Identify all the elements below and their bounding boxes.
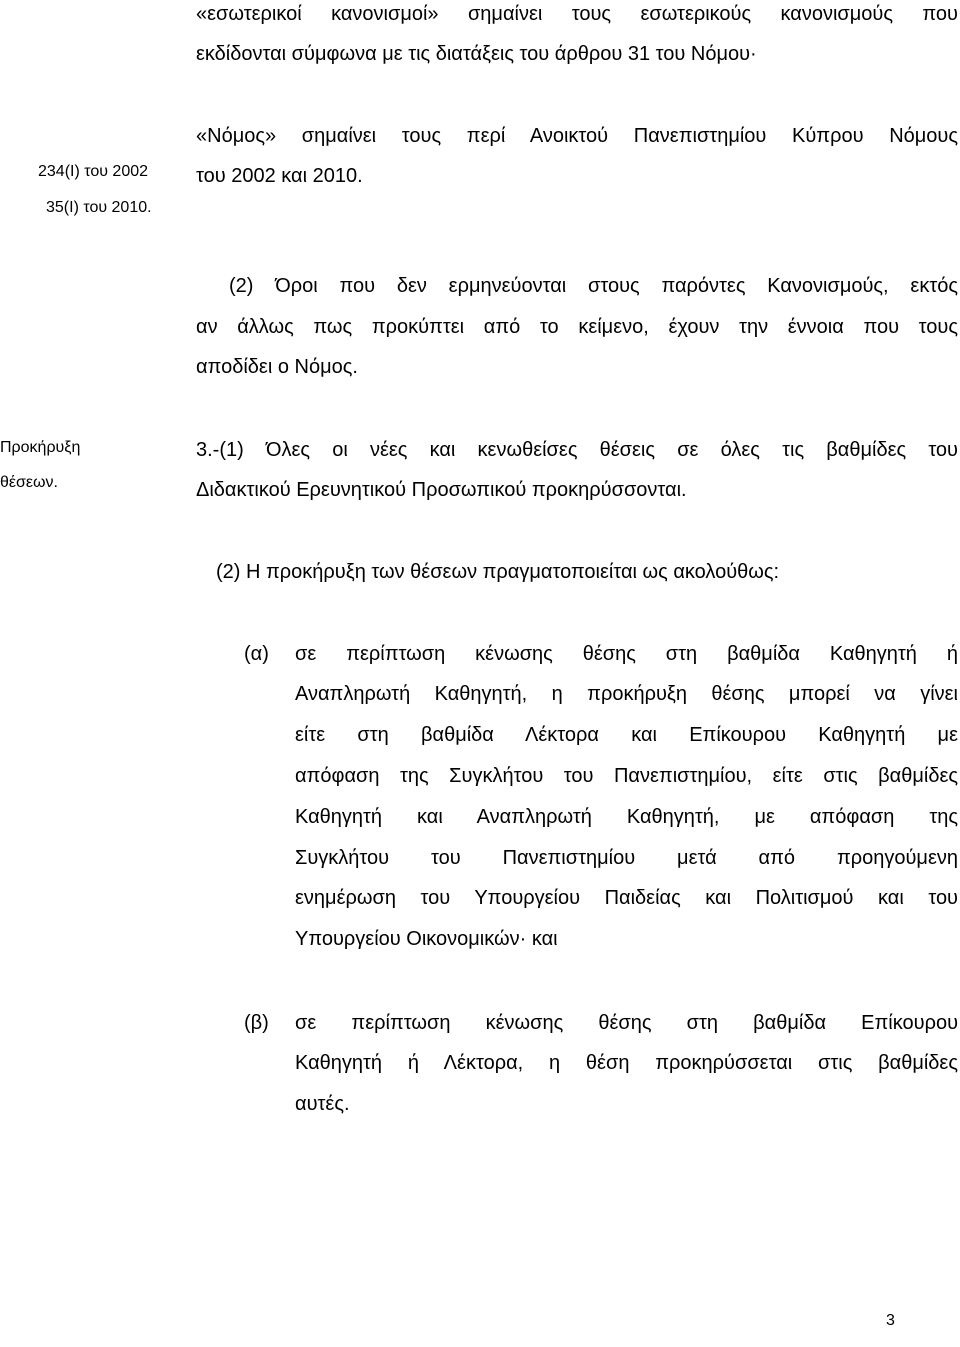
item-a-line-3: είτε στη βαθμίδα Λέκτορα και Επίκουρου Καθηγητή με [295,724,958,746]
item-a-line-4: απόφαση της Συγκλήτου του Πανεπιστημίου, είτε στις βαθμίδες [295,765,958,787]
law-definition-line-1: «Νόμος» σημαίνει τους περί Ανοικτού Πανεπιστημίου Κύπρου Νόμους [196,125,958,147]
item-b-label: (β) [244,1012,269,1034]
item-b-line-3: αυτές. [295,1093,350,1115]
margin-heading-line-2: θέσεων. [0,474,58,491]
margin-law-ref-1: 234(Ι) του 2002 [38,163,149,180]
margin-law-ref-2: 35(Ι) του 2010. [46,199,152,216]
law-definition-line-2: του 2002 και 2010. [196,165,363,187]
item-b-line-1: σε περίπτωση κένωσης θέσης στη βαθμίδα Επίκουρου [295,1012,958,1034]
terms-paragraph-line-3: αποδίδει ο Νόμος. [196,356,358,378]
item-a-line-8: Υπουργείου Οικονομικών· και [295,928,558,950]
item-a-label: (α) [244,643,269,665]
internal-rules-line-2: εκδίδονται σύμφωνα με τις διατάξεις του άρθρου 31 του Νόμου· [196,43,757,65]
section-3-2-line-1: (2) Η προκήρυξη των θέσεων πραγματοποιείται ως ακολούθως: [216,561,780,583]
section-3-1-line-1: 3.-(1) Όλες οι νέες και κενωθείσες θέσεις σε όλες τις βαθμίδες του [196,439,958,461]
item-a-line-6: Συγκλήτου του Πανεπιστημίου μετά από προηγούμενη [295,847,958,869]
page-number: 3 [886,1312,895,1329]
item-a-line-1: σε περίπτωση κένωσης θέσης στη βαθμίδα Καθηγητή ή [295,643,958,665]
internal-rules-line-1: «εσωτερικοί κανονισμοί» σημαίνει τους εσωτερικούς κανονισμούς που [196,3,958,25]
item-a-line-5: Καθηγητή και Αναπληρωτή Καθηγητή, με απόφαση της [295,806,958,828]
section-3-1-line-2: Διδακτικού Ερευνητικού Προσωπικού προκηρύσσονται. [196,479,687,501]
item-b-line-2: Καθηγητή ή Λέκτορα, η θέση προκηρύσσεται στις βαθμίδες [295,1052,958,1074]
margin-heading-line-1: Προκήρυξη [0,439,81,456]
item-a-line-7: ενημέρωση του Υπουργείου Παιδείας και Πολιτισμού και του [295,887,958,909]
item-a-line-2: Αναπληρωτή Καθηγητή, η προκήρυξη θέσης μπορεί να γίνει [295,683,958,705]
terms-paragraph-line-2: αν άλλως πως προκύπτει από το κείμενο, έχουν την έννοια που τους [196,316,958,338]
terms-paragraph-line-1: (2) Όροι που δεν ερμηνεύονται στους παρόντες Κανονισμούς, εκτός [229,275,958,297]
